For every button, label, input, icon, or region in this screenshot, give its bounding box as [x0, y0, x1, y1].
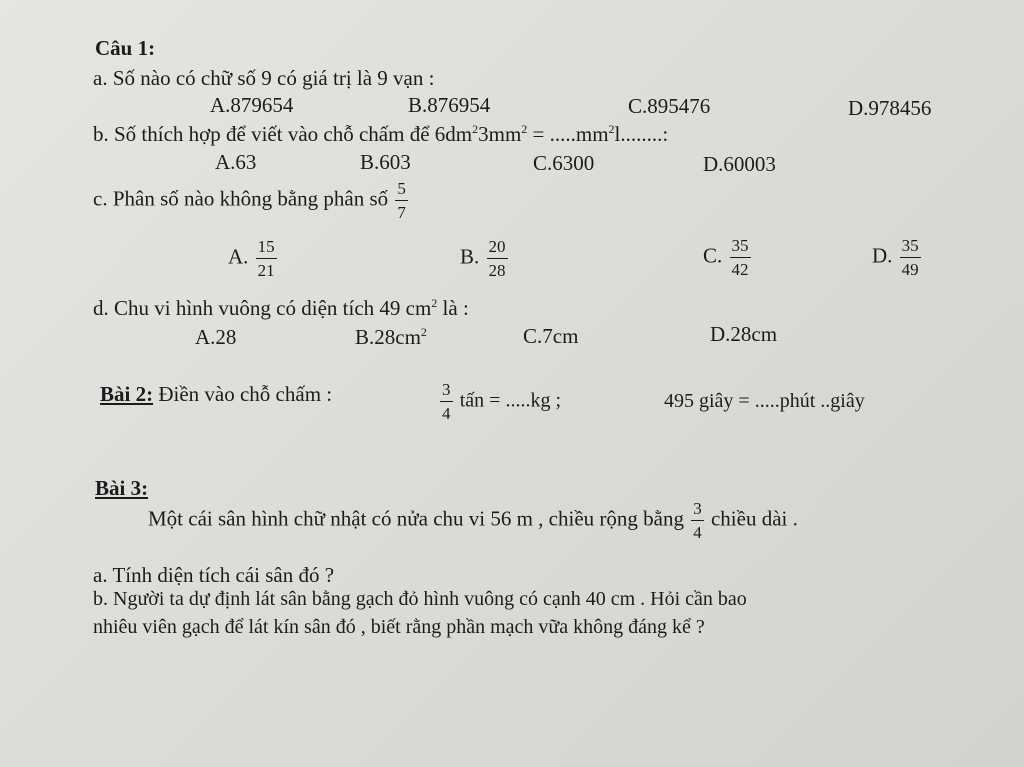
question-1b-sup-3: 2 [608, 122, 615, 136]
question-1a-option-d: D.978456 [848, 96, 932, 120]
question-1a-option-a: A.879654 [210, 93, 294, 117]
question-1c-text [93, 180, 410, 221]
question-1c-option-a-den: 21 [257, 261, 275, 280]
question-1c-option-b-num: 20 [487, 238, 508, 259]
question-1b-sup-2: 2 [521, 122, 528, 136]
question-1d-prefix: d. Chu vi hình vuông có diện tích 49 cm [93, 296, 432, 320]
question-1b-sup-1: 2 [472, 122, 479, 136]
question-1c-option-b-den: 28 [488, 261, 506, 280]
question-1a-text: a. Số nào có chữ số 9 có giá trị là 9 vạn : [93, 66, 435, 90]
exercise-2-line [100, 382, 332, 407]
question-1b-end: l........: [614, 122, 669, 146]
question-1c-option-a-label: A. [228, 244, 249, 269]
question-1d-sup: 2 [431, 296, 438, 310]
question-1b-option-a: A.63 [215, 150, 257, 174]
question-1c-fraction [395, 180, 408, 221]
question-1b-prefix: b. Số thích hợp để viết vào chỗ chấm để 6dm [93, 122, 473, 146]
exercise-2-title: Bài 2: [100, 382, 154, 406]
question-1c-option-b [460, 238, 510, 279]
question-1c-option-d-num: 35 [900, 237, 921, 258]
question-1c-option-d-fraction [900, 237, 921, 278]
question-1b-text [93, 122, 668, 147]
question-1d-text [93, 296, 469, 321]
question-1d-option-b-text: B.28cm [355, 325, 421, 349]
question-1c-option-a [228, 238, 279, 279]
question-1c-option-b-fraction [487, 238, 508, 279]
exercise-2-fraction-num: 3 [440, 381, 453, 402]
question-1c-option-a-num: 15 [256, 238, 277, 259]
exercise-3-fraction-den: 4 [693, 523, 702, 542]
question-1c-option-b-label: B. [460, 244, 480, 269]
question-1d-option-a: A.28 [195, 325, 237, 349]
question-1c-fraction-num: 5 [395, 180, 408, 201]
question-1d-option-d: D.28cm [710, 322, 778, 346]
question-1a-option-b: B.876954 [408, 93, 491, 117]
exercise-3-part-b-line-1: b. Người ta dự định lát sân bằng gạch đỏ hình vuông có cạnh 40 cm . Hỏi cần bao [93, 588, 747, 610]
question-1d-suffix: là : [437, 296, 469, 320]
exercise-3-intro [148, 500, 798, 541]
question-1b-option-d: D.60003 [703, 152, 776, 176]
question-1c-option-c-den: 42 [731, 260, 749, 279]
question-1-title: Câu 1: [95, 36, 156, 60]
question-1d-option-b-sup: 2 [420, 325, 427, 339]
exercise-2-part-1-text: tấn = .....kg ; [459, 389, 562, 412]
question-1c-option-c-fraction [730, 237, 751, 278]
exercise-3-part-a: a. Tính diện tích cái sân đó ? [93, 563, 335, 587]
exercise-2-part-2: 495 giây = .....phút ..giây [664, 390, 865, 412]
exercise-3-fraction [691, 500, 704, 541]
question-1c-option-d-label: D. [872, 243, 893, 268]
question-1d-option-b [355, 325, 427, 350]
exercise-3-fraction-num: 3 [691, 500, 704, 521]
question-1b-suffix: = .....mm [527, 122, 609, 146]
exercise-2-fraction-den: 4 [442, 404, 451, 423]
exercise-3-intro-end: chiều dài . [710, 506, 798, 531]
question-1c-option-a-fraction [256, 238, 277, 279]
question-1c-option-c [703, 237, 753, 278]
question-1d-option-c: C.7cm [523, 324, 579, 348]
question-1c-option-c-label: C. [703, 243, 723, 268]
question-1c-prefix: c. Phân số nào không bằng phân số [93, 186, 389, 211]
question-1a-option-c: C.895476 [628, 94, 711, 118]
question-1b-option-b: B.603 [360, 150, 411, 174]
question-1b-option-c: C.6300 [533, 151, 595, 175]
exercise-3-title: Bài 3: [95, 476, 149, 500]
exercise-3-intro-text: Một cái sân hình chữ nhật có nửa chu vi 56 m , chiều rộng bằng [148, 506, 684, 531]
question-1c-option-d [872, 237, 923, 278]
exercise-2-instruction: Điền vào chỗ chấm : [153, 382, 333, 406]
question-1c-fraction-den: 7 [397, 203, 406, 222]
exercise-3-part-b-line-2: nhiêu viên gạch để lát kín sân đó , biết rằng phần mạch vữa không đáng kể ? [93, 616, 705, 638]
exercise-2-part-1 [438, 381, 561, 422]
question-1b-mid: 3mm [478, 122, 522, 146]
question-1c-option-c-num: 35 [730, 237, 751, 258]
exercise-2-fraction [440, 381, 453, 422]
question-1c-option-d-den: 49 [901, 260, 919, 279]
